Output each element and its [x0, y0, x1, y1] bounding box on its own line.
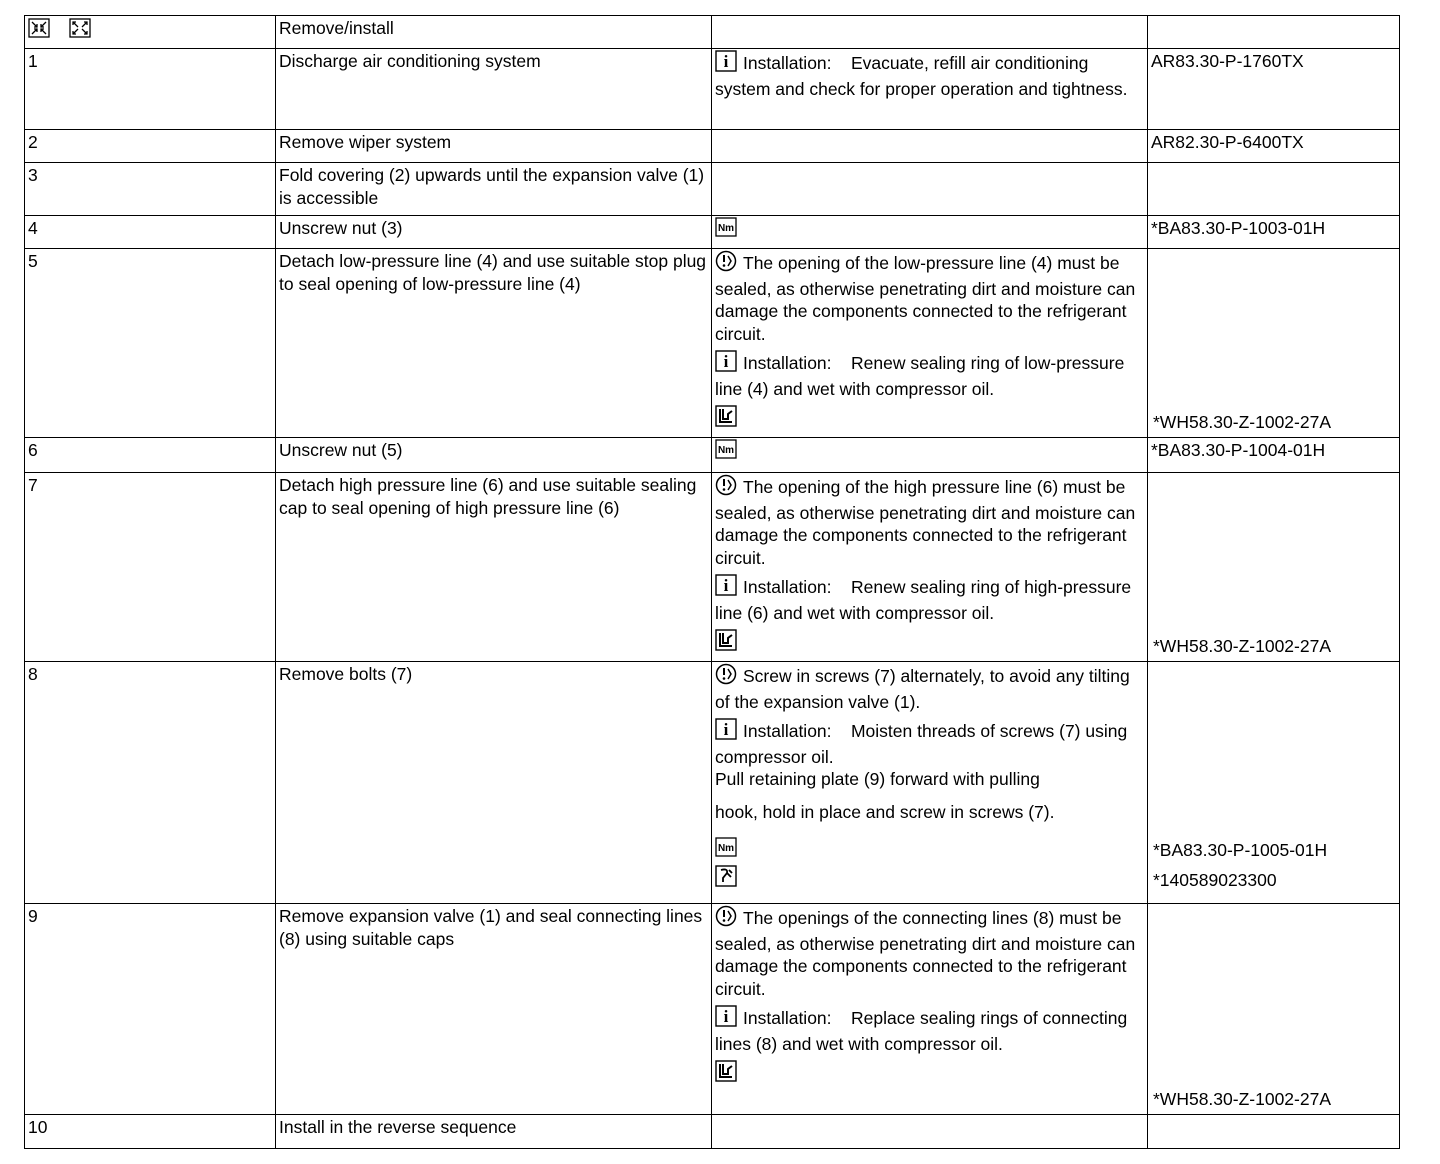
- step-notes: [712, 49, 1148, 130]
- special-tool-number[interactable]: *140589023300: [1153, 870, 1277, 890]
- step-action: Remove bolts (7): [276, 662, 712, 904]
- reference-cell: [1148, 662, 1400, 904]
- step-number: 10: [25, 1115, 276, 1149]
- installation-text: Renew sealing ring of high-pressure line (6) and wet with compressor oil.: [715, 577, 1132, 623]
- reference-link[interactable]: *WH58.30-Z-1002-27A: [1153, 411, 1331, 432]
- step-action: Unscrew nut (5): [276, 438, 712, 473]
- svg-text:i: i: [723, 576, 729, 595]
- step-number: 3: [25, 163, 276, 216]
- additional-instruction: hook, hold in place and screw in screws (7).: [715, 801, 1055, 822]
- reference-link[interactable]: *BA83.30-P-1004-01H: [1151, 440, 1326, 460]
- info-icon: [715, 1005, 737, 1033]
- step-notes: [712, 904, 1148, 1115]
- reference-cell: [1148, 904, 1400, 1115]
- step-number: 9: [25, 904, 276, 1115]
- table-row: [25, 49, 1400, 130]
- step-action: Fold covering (2) upwards until the expansion valve (1) is accessible: [276, 163, 712, 216]
- lubricant-icon: [715, 405, 737, 433]
- table-row: [25, 130, 1400, 163]
- step-notes: [712, 249, 1148, 438]
- table-row: [25, 249, 1400, 438]
- reference-cell: [1148, 216, 1400, 249]
- torque-symbol: Nm: [717, 223, 735, 234]
- info-icon: [715, 50, 737, 78]
- additional-instruction: Pull retaining plate (9) forward with pulling: [715, 769, 1040, 789]
- torque-icon: [715, 836, 737, 866]
- reference-cell: [1148, 249, 1400, 438]
- reference-link[interactable]: AR82.30-P-6400TX: [1151, 132, 1304, 152]
- step-number: 4: [25, 216, 276, 249]
- step-number: 7: [25, 473, 276, 662]
- step-notes: [712, 473, 1148, 662]
- installation-label: Installation:: [743, 1008, 832, 1028]
- step-number: 2: [25, 130, 276, 163]
- warning-icon: [715, 663, 737, 691]
- warning-text: Screw in screws (7) alternately, to avoid any tilting of the expansion valve (1).: [715, 666, 1130, 712]
- step-action: Unscrew nut (3): [276, 216, 712, 249]
- table-row: [25, 662, 1400, 904]
- reference-link[interactable]: AR83.30-P-1760TX: [1151, 51, 1304, 71]
- step-notes: [712, 216, 1148, 249]
- step-action: Discharge air conditioning system: [276, 49, 712, 130]
- reference-link[interactable]: *BA83.30-P-1005-01H: [1153, 840, 1328, 860]
- step-notes: [712, 662, 1148, 904]
- lubricant-icon: [715, 629, 737, 657]
- table-row: [25, 163, 1400, 216]
- warning-text: The openings of the connecting lines (8) must be sealed, as otherwise penetrating dirt and moisture can damage the components connected to the refrigerant circuit.: [715, 908, 1136, 999]
- info-icon: [715, 350, 737, 378]
- installation-text: Renew sealing ring of low-pressure line (4) and wet with compressor oil.: [715, 353, 1125, 399]
- svg-text:i: i: [723, 52, 729, 71]
- svg-text:i: i: [723, 352, 729, 371]
- step-number: 1: [25, 49, 276, 130]
- header-icons-cell: [25, 16, 276, 49]
- step-number: 8: [25, 662, 276, 904]
- info-icon: [715, 574, 737, 602]
- reference-cell: [1148, 49, 1400, 130]
- step-action: Install in the reverse sequence: [276, 1115, 712, 1149]
- table-row: [25, 1115, 1400, 1149]
- table-row: [25, 904, 1400, 1115]
- step-number: 5: [25, 249, 276, 438]
- special-tool-icon: [715, 865, 737, 896]
- install-icon: [69, 18, 91, 44]
- warning-text: The opening of the high pressure line (6) must be sealed, as otherwise penetrating dirt and moisture can damage the components connected to the refrigerant circuit.: [715, 477, 1136, 568]
- installation-label: Installation:: [743, 721, 832, 741]
- torque-symbol: Nm: [717, 445, 735, 456]
- warning-text: The opening of the low-pressure line (4) must be sealed, as otherwise penetrating dirt and moisture can damage the components connected to the refrigerant circuit.: [715, 253, 1136, 344]
- step-action: Detach high pressure line (6) and use suitable sealing cap to seal opening of high pressure line (6): [276, 473, 712, 662]
- reference-cell: [1148, 473, 1400, 662]
- installation-label: Installation:: [743, 353, 832, 373]
- lubricant-icon: [715, 1060, 737, 1088]
- table-row: [25, 216, 1400, 249]
- installation-label: Installation:: [743, 577, 832, 597]
- reference-link[interactable]: *WH58.30-Z-1002-27A: [1153, 1088, 1331, 1109]
- installation-text: Evacuate, refill air conditioning system and check for proper operation and tightness.: [715, 53, 1128, 99]
- warning-icon: [715, 250, 737, 278]
- step-notes: [712, 438, 1148, 473]
- info-icon: [715, 718, 737, 746]
- reference-link[interactable]: *BA83.30-P-1003-01H: [1151, 218, 1326, 238]
- warning-icon: [715, 905, 737, 933]
- remove-icon: [28, 18, 50, 44]
- torque-icon: [715, 217, 737, 243]
- installation-label: Installation:: [743, 53, 832, 73]
- step-action: Remove wiper system: [276, 130, 712, 163]
- reference-cell: [1148, 438, 1400, 473]
- procedure-table: [24, 15, 1400, 1149]
- svg-text:i: i: [723, 720, 729, 739]
- table-row: [25, 438, 1400, 473]
- warning-icon: [715, 474, 737, 502]
- torque-icon: [715, 439, 737, 465]
- step-action: Detach low-pressure line (4) and use suitable stop plug to seal opening of low-pressure line (4): [276, 249, 712, 438]
- table-row: [25, 16, 1400, 49]
- installation-text: Replace sealing rings of connecting lines (8) and wet with compressor oil.: [715, 1008, 1128, 1054]
- reference-link[interactable]: *WH58.30-Z-1002-27A: [1153, 635, 1331, 656]
- svg-text:i: i: [723, 1007, 729, 1026]
- reference-cell: [1148, 130, 1400, 163]
- header-title: Remove/install: [276, 16, 712, 49]
- torque-symbol: Nm: [717, 843, 735, 854]
- installation-text: Moisten threads of screws (7) using compressor oil.: [715, 721, 1128, 767]
- step-action: Remove expansion valve (1) and seal connecting lines (8) using suitable caps: [276, 904, 712, 1115]
- step-number: 6: [25, 438, 276, 473]
- table-row: [25, 473, 1400, 662]
